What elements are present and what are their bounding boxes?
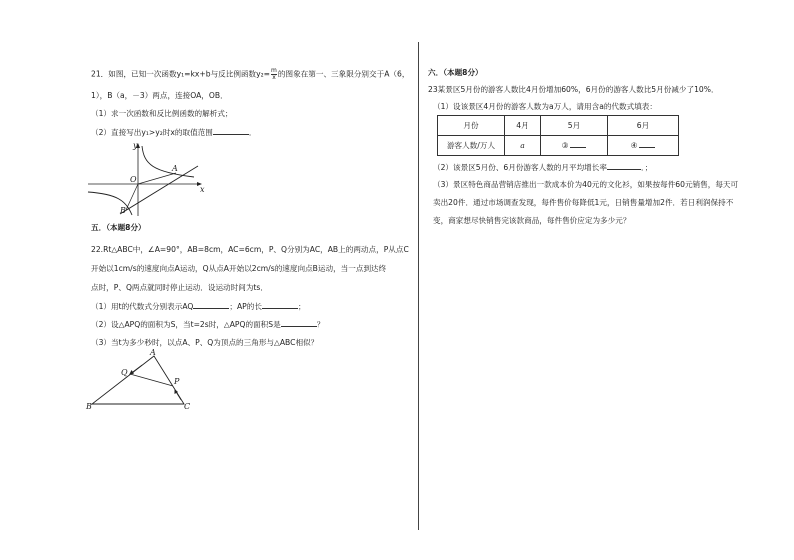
label-o: O — [130, 175, 137, 184]
label-a: A — [150, 348, 156, 357]
q21-sub1: （1）求一次函数和反比例函数的解析式； — [91, 109, 233, 118]
table-header-cell: 4月 — [505, 116, 541, 136]
label-q: Q — [121, 368, 128, 377]
q22-sub2: （2）设△APQ的面积为S，当t=2s时，△APQ的面积S是 ？ — [91, 320, 325, 329]
label-c: C — [184, 402, 191, 410]
q21-line1: 21．如图，已知一次函数y₁=kx+b与反比例函数y₂= $\frac{m}{x}$ 的图象在第一、三象限分别交于A（6， — [91, 67, 410, 81]
table-cell: 游客人数/万人 — [438, 136, 505, 156]
table-header-cell: 5月 — [541, 116, 608, 136]
q22-sub3: （3）当t为多少秒时，以点A、P、Q为顶点的三角形与△ABC相似？ — [91, 338, 319, 347]
q21-sub2: （2）直接写出y₁>y₂时x的取值范围 ． — [91, 128, 257, 137]
table-row — [438, 116, 679, 136]
q22-line2: 开始以1cm/s的速度向点A运动，Q从点A开始以2cm/s的速度向点B运动，当一点到达终 — [91, 264, 387, 273]
label-p: P — [174, 377, 180, 386]
table-header-cell: 6月 — [608, 116, 679, 136]
q23-sub3-line3: 变，商家想尽快销售完该款商品，每件售价应定为多少元？ — [433, 216, 631, 225]
q21-line2: 1），B（a，－3）两点，连接OA，OB． — [91, 91, 228, 100]
q-motion-line — [132, 365, 142, 373]
answer-blank[interactable] — [262, 301, 298, 309]
column-divider — [418, 42, 419, 530]
label-y: y — [133, 141, 138, 150]
label-b: B — [120, 206, 126, 215]
q21-function-graph — [86, 140, 206, 218]
q23-line1: 23某景区5月份的游客人数比4月份增加60%，6月份的游客人数比5月份减少了10%． — [428, 85, 719, 94]
table-cell: a — [505, 136, 541, 156]
table-cell[interactable]: ④ — [608, 136, 679, 156]
q22-sub1: （1）用t的代数式分别表示AQ ；AP的长 ； — [91, 302, 306, 311]
table-row — [438, 136, 679, 156]
answer-blank[interactable] — [213, 127, 249, 135]
q22-line1: 22.Rt△ABC中，∠A=90°，AB=8cm，AC=6cm，P、Q分别为AC，AB上的两动点，P从点C — [91, 245, 409, 254]
label-x: x — [200, 185, 205, 194]
q-arrow-icon — [129, 370, 134, 375]
answer-blank[interactable] — [639, 140, 655, 148]
q23-sub3-line2: 卖出20件．通过市场调查发现，每件售价每降低1元，日销售量增加2件．若日利润保持不 — [433, 198, 734, 207]
q23-sub3-line1: （3）景区特色商品营销店推出一款成本价为40元的文化衫，如果按每件60元销售，每天可 — [433, 180, 739, 189]
answer-blank[interactable] — [193, 301, 229, 309]
table-cell[interactable]: ③ — [541, 136, 608, 156]
segment-oa — [138, 173, 176, 184]
label-a: A — [172, 164, 178, 173]
visitor-table — [437, 115, 679, 156]
section-6-title: 六．（本题8分） — [428, 68, 483, 77]
section-5-title: 五．（本题8分） — [91, 223, 146, 232]
answer-blank[interactable] — [570, 140, 586, 148]
fraction: $\frac{m}{x}$ — [271, 67, 277, 81]
table-header-cell: 月份 — [438, 116, 505, 136]
q23-sub1: （1）设该景区4月份的游客人数为a万人，请用含a的代数式填表： — [433, 102, 657, 111]
q23-sub2: （2）该景区5月份、6月份游客人数的月平均增长率 ．； — [433, 163, 653, 172]
hyperbola-branch-1 — [142, 146, 194, 177]
triangle-abc — [92, 356, 184, 404]
q22-line3: 点时，P、Q两点就同时停止运动．设运动时间为ts． — [91, 283, 268, 292]
q22-triangle-figure — [84, 348, 196, 410]
answer-blank[interactable] — [281, 319, 317, 327]
p-motion-line — [176, 392, 181, 400]
linear-function-line — [120, 166, 198, 214]
label-b: B — [86, 402, 92, 410]
answer-blank[interactable] — [607, 162, 641, 170]
